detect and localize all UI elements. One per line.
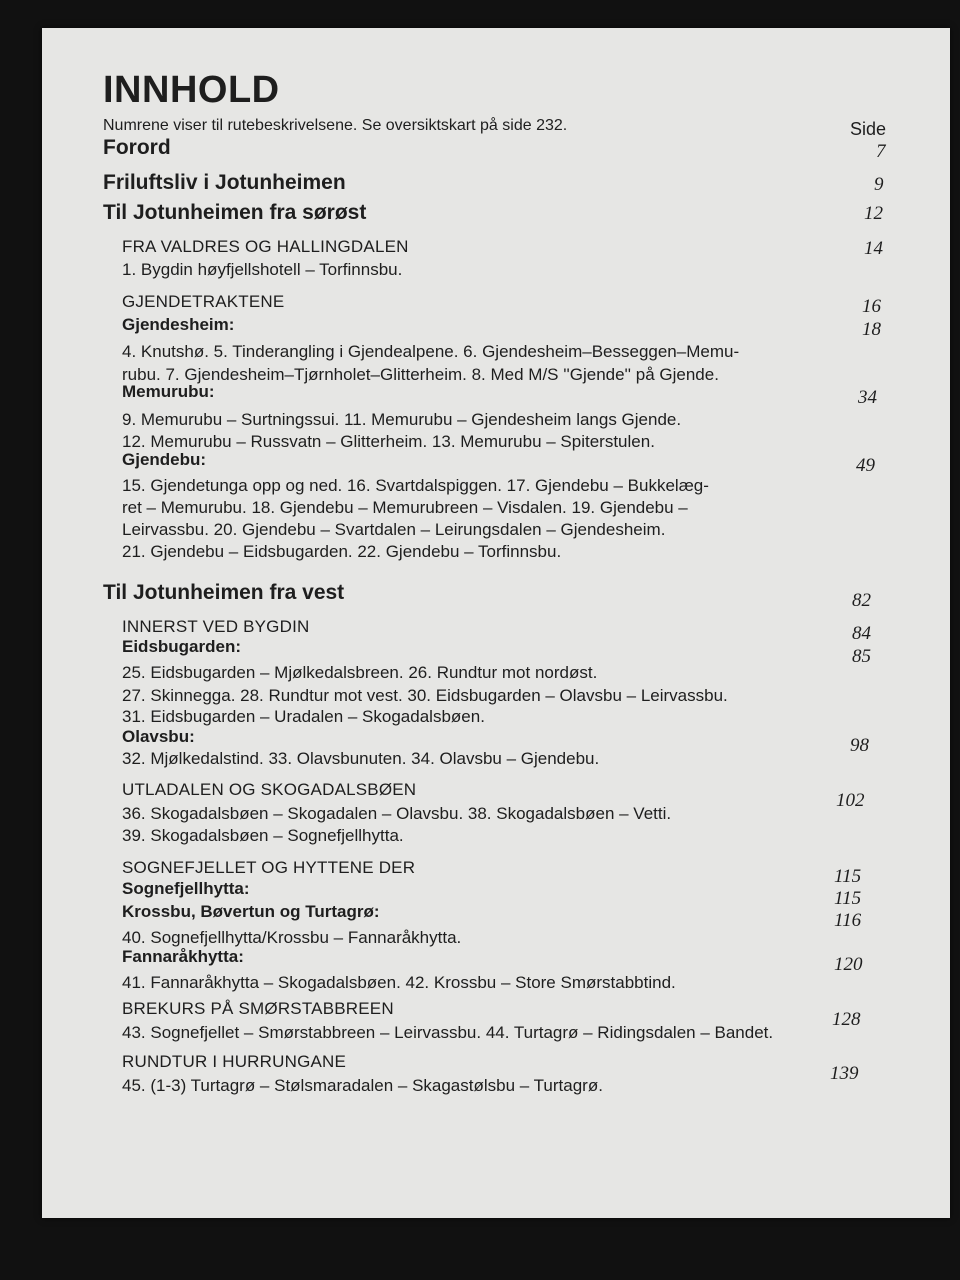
book-page	[42, 28, 950, 1218]
page-number: 82	[852, 590, 871, 611]
page-number: 49	[856, 455, 875, 476]
section-heading: GJENDETRAKTENE	[122, 292, 285, 311]
route-line: 40. Sognefjellhytta/Krossbu – Fannaråkhytta.	[122, 928, 462, 947]
page-number: 18	[862, 319, 881, 340]
main-entry-sorost: Til Jotunheimen fra sørøst	[103, 201, 367, 224]
page-number: 120	[834, 954, 863, 975]
page-title: INNHOLD	[103, 69, 280, 111]
route-line: 39. Skogadalsbøen – Sognefjellhytta.	[122, 826, 404, 845]
route-line: 45. (1-3) Turtagrø – Stølsmaradalen – Skagastølsbu – Turtagrø.	[122, 1076, 603, 1095]
route-line: rubu. 7. Gjendesheim–Tjørnholet–Glitterheim. 8. Med M/S ''Gjende'' på Gjende.	[122, 365, 719, 384]
section-heading: UTLADALEN OG SKOGADALSBØEN	[122, 780, 417, 799]
route-line: ret – Memurubu. 18. Gjendebu – Memurubreen – Visdalen. 19. Gjendebu –	[122, 498, 688, 517]
page-number: 7	[876, 141, 886, 162]
route-line: 41. Fannaråkhytta – Skogadalsbøen. 42. Krossbu – Store Smørstabbtind.	[122, 973, 676, 992]
page-number: 84	[852, 623, 871, 644]
page-number: 98	[850, 735, 869, 756]
page-number: 9	[874, 174, 884, 195]
page-number: 85	[852, 646, 871, 667]
section-heading: INNERST VED BYGDIN	[122, 617, 310, 636]
route-line: 21. Gjendebu – Eidsbugarden. 22. Gjendebu – Torfinnsbu.	[122, 542, 562, 561]
page-number: 34	[858, 387, 877, 408]
page-number: 16	[862, 296, 881, 317]
side-column-label: Side	[850, 119, 887, 139]
sub-heading: Krossbu, Bøvertun og Turtagrø:	[122, 902, 380, 921]
page-number: 115	[834, 888, 862, 909]
sub-heading: Sognefjellhytta:	[122, 879, 250, 898]
main-entry-forord: Forord	[103, 136, 171, 159]
route-line: 4. Knutshø. 5. Tinderangling i Gjendealpene. 6. Gjendesheim–Besseggen–Memu-	[122, 342, 740, 361]
sub-heading: Fannaråkhytta:	[122, 947, 244, 966]
route-line: 31. Eidsbugarden – Uradalen – Skogadalsbøen.	[122, 707, 485, 726]
section-heading: BREKURS PÅ SMØRSTABBREEN	[122, 999, 394, 1018]
route-line: 12. Memurubu – Russvatn – Glitterheim. 13. Memurubu – Spiterstulen.	[122, 432, 655, 451]
page-number: 102	[836, 790, 865, 811]
page-number: 12	[864, 203, 883, 224]
sub-heading: Gjendebu:	[122, 450, 207, 469]
route-line: 15. Gjendetunga opp og ned. 16. Svartdalspiggen. 17. Gjendebu – Bukkelæg-	[122, 476, 709, 495]
route-line: 25. Eidsbugarden – Mjølkedalsbreen. 26. Rundtur mot nordøst.	[122, 663, 598, 682]
route-line: Leirvassbu. 20. Gjendebu – Svartdalen – Leirungsdalen – Gjendesheim.	[122, 520, 666, 539]
page-subtitle: Numrene viser til rutebeskrivelsene. Se oversiktskart på side 232.	[103, 117, 568, 134]
sub-heading: Olavsbu:	[122, 727, 195, 746]
route-line: 27. Skinnegga. 28. Rundtur mot vest. 30. Eidsbugarden – Olavsbu – Leirvassbu.	[122, 686, 728, 705]
route-line: 1. Bygdin høyfjellshotell – Torfinnsbu.	[122, 260, 403, 279]
page-number: 139	[830, 1063, 859, 1084]
sub-heading: Eidsbugarden:	[122, 637, 242, 656]
page-number: 115	[834, 866, 862, 887]
sub-heading: Memurubu:	[122, 382, 215, 401]
section-heading: RUNDTUR I HURRUNGANE	[122, 1052, 347, 1071]
section-heading: SOGNEFJELLET OG HYTTENE DER	[122, 858, 416, 877]
section-heading: FRA VALDRES OG HALLINGDALEN	[122, 237, 409, 256]
main-entry-friluftsliv: Friluftsliv i Jotunheimen	[103, 171, 346, 194]
main-entry-vest: Til Jotunheimen fra vest	[103, 581, 345, 604]
page-number: 14	[864, 238, 883, 259]
page-number: 116	[834, 910, 862, 931]
route-line: 36. Skogadalsbøen – Skogadalen – Olavsbu. 38. Skogadalsbøen – Vetti.	[122, 804, 672, 823]
route-line: 32. Mjølkedalstind. 33. Olavsbunuten. 34. Olavsbu – Gjendebu.	[122, 749, 600, 768]
route-line: 9. Memurubu – Surtningssui. 11. Memurubu – Gjendesheim langs Gjende.	[122, 410, 682, 429]
sub-heading: Gjendesheim:	[122, 315, 235, 334]
page-number: 128	[832, 1009, 861, 1030]
route-line: 43. Sognefjellet – Smørstabbreen – Leirvassbu. 44. Turtagrø – Ridingsdalen – Bandet.	[122, 1023, 774, 1042]
